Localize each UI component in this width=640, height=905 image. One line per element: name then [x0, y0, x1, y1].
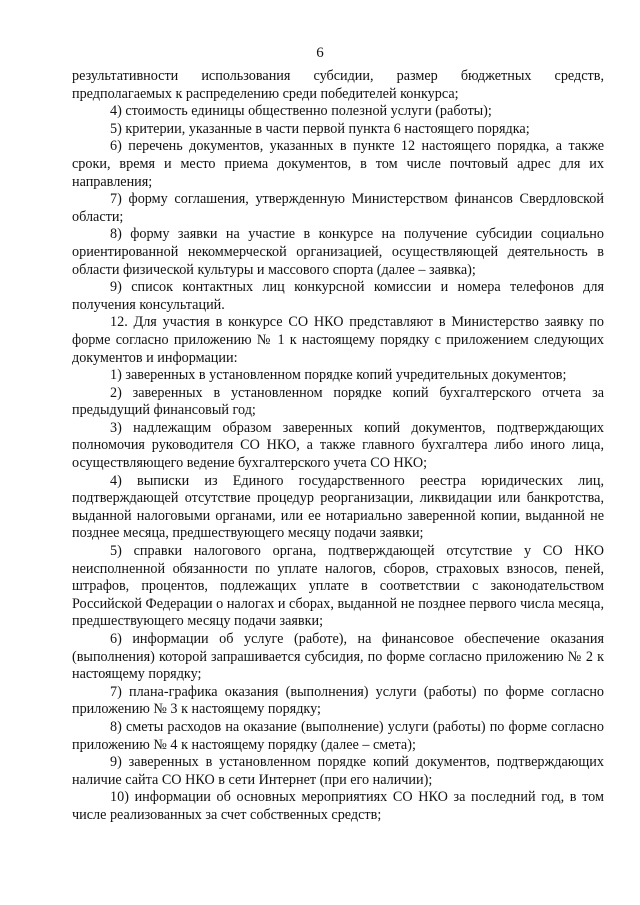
- clause-12: 12. Для участия в конкурсе СО НКО представляют в Министерство заявку по форме согласно приложению № 1 к настоящему порядку с приложением следующих документов и информации:: [72, 314, 604, 366]
- list-item-4: 4) стоимость единицы общественно полезной услуги (работы);: [110, 103, 492, 120]
- list-item-8: 8) форму заявки на участие в конкурсе на получение субсидии социально ориентированной некоммерческой организацией, осуществляющей деятельность в области физической культуры и массового спорта (далее – заявка);: [72, 226, 604, 278]
- paragraph-continuation: результативности использования субсидии, размер бюджетных средств, предполагаемых к распределению среди победителей конкурса;: [72, 68, 604, 102]
- document-item-1: 1) заверенных в установленном порядке копий учредительных документов;: [110, 367, 567, 384]
- list-item-5: 5) критерии, указанные в части первой пункта 6 настоящего порядка;: [110, 120, 530, 137]
- list-item-7: 7) форму соглашения, утвержденную Министерством финансов Свердловской области;: [72, 191, 604, 225]
- document-item-7: 7) плана-графика оказания (выполнения) услуги (работы) по форме согласно приложению № 3 к настоящему порядку;: [72, 683, 604, 718]
- page-number: 6: [316, 45, 324, 61]
- document-item-5: 5) справки налогового органа, подтверждающей отсутствие у СО НКО неисполненной обязанности по уплате налогов, сборов, страховых взносов, пеней, штрафов, процентов, подлежащих уплате в соответствии с законодательством Российской Федерации о налогах и сборах, выданной не позднее первого числа месяца, предшествующего месяцу подачи заявки;: [72, 543, 604, 630]
- document-item-6: 6) информации об услуге (работе), на финансовое обеспечение оказания (выполнения) которой запрашивается субсидия, по форме согласно приложению № 2 к настоящему порядку;: [72, 631, 604, 683]
- document-item-9: 9) заверенных в установленном порядке копий документов, подтверждающих наличие сайта СО НКО в сети Интернет (при его наличии);: [72, 754, 604, 788]
- list-item-6: 6) перечень документов, указанных в пункте 12 настоящего порядка, а также сроки, время и место приема документов, в том числе почтовый адрес для их направления;: [72, 138, 604, 190]
- document-item-2: 2) заверенных в установленном порядке копий бухгалтерского отчета за предыдущий финансовый год;: [72, 384, 604, 419]
- list-item-9: 9) список контактных лиц конкурсной комиссии и номера телефонов для получения консультаций.: [72, 279, 604, 313]
- document-body: [72, 68, 604, 825]
- document-item-10: 10) информации об основных мероприятиях СО НКО за последний год, в том числе реализованных за счет собственных средств;: [72, 789, 604, 823]
- document-item-4: 4) выписки из Единого государственного реестра юридических лиц, подтверждающей отсутствие процедур реорганизации, ликвидации или банкротства, выданной налоговыми органами, или ее нотариально заверенной копии, выданной не позднее месяца, предшествующего месяцу подачи заявки;: [72, 472, 604, 542]
- document-item-8: 8) сметы расходов на оказание (выполнение) услуги (работы) по форме согласно приложению № 4 к настоящему порядку (далее – смета);: [72, 718, 604, 753]
- document-item-3: 3) надлежащим образом заверенных копий документов, подтверждающих полномочия руководителя СО НКО, а также главного бухгалтера либо иного лица, осуществляющего ведение бухгалтерского учета СО НКО;: [72, 419, 604, 472]
